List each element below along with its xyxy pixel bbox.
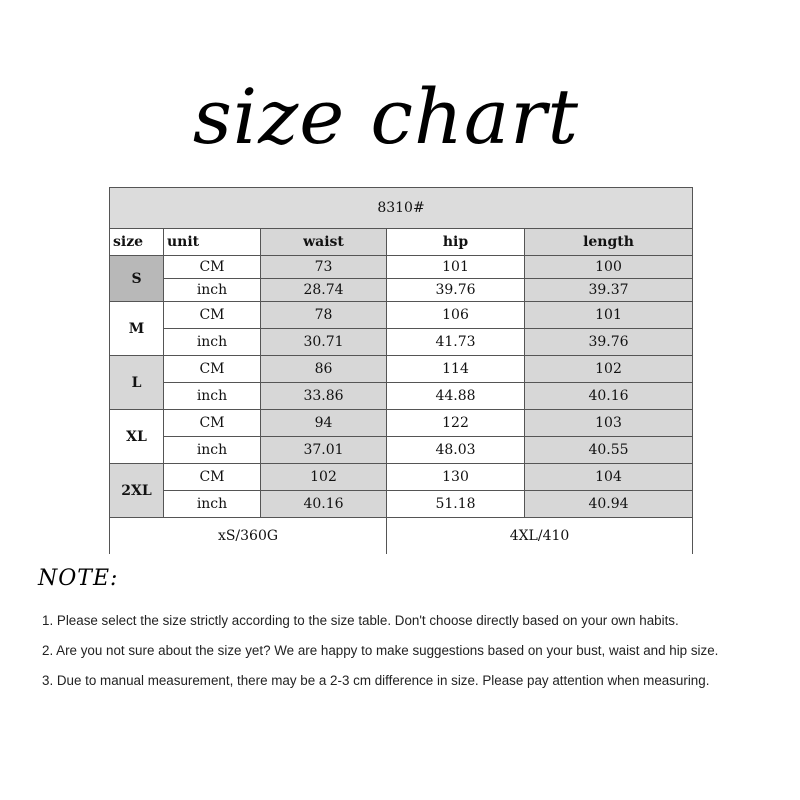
length-cell: 40.94 xyxy=(525,491,693,518)
table-row xyxy=(110,279,693,302)
hip-cell: 122 xyxy=(387,410,525,437)
table-row xyxy=(110,302,693,329)
header-hip: hip xyxy=(387,229,525,256)
hip-cell: 44.88 xyxy=(387,383,525,410)
table-row xyxy=(110,410,693,437)
hip-cell: 114 xyxy=(387,356,525,383)
waist-cell: 30.71 xyxy=(261,329,387,356)
waist-cell: 94 xyxy=(261,410,387,437)
table-row xyxy=(110,383,693,410)
length-cell: 100 xyxy=(525,256,693,279)
header-length: length xyxy=(525,229,693,256)
header-unit: unit xyxy=(164,229,261,256)
unit-cell: inch xyxy=(164,279,261,302)
waist-cell: 86 xyxy=(261,356,387,383)
length-cell: 104 xyxy=(525,464,693,491)
note-label: NOTE: xyxy=(38,566,119,591)
table-row xyxy=(110,464,693,491)
unit-cell: CM xyxy=(164,302,261,329)
length-cell: 103 xyxy=(525,410,693,437)
size-label: 2XL xyxy=(110,464,164,518)
hip-cell: 101 xyxy=(387,256,525,279)
hip-cell: 48.03 xyxy=(387,437,525,464)
waist-cell: 28.74 xyxy=(261,279,387,302)
unit-cell: CM xyxy=(164,356,261,383)
table-row xyxy=(110,329,693,356)
hip-cell: 51.18 xyxy=(387,491,525,518)
note-line-1: 1. Please select the size strictly according to the size table. Don't choose directly based on your own habits. xyxy=(42,613,679,628)
unit-cell: CM xyxy=(164,464,261,491)
waist-cell: 78 xyxy=(261,302,387,329)
length-cell: 102 xyxy=(525,356,693,383)
unit-cell: CM xyxy=(164,256,261,279)
size-table xyxy=(109,187,692,554)
table-row xyxy=(110,491,693,518)
length-cell: 39.37 xyxy=(525,279,693,302)
length-cell: 40.55 xyxy=(525,437,693,464)
table-row xyxy=(110,356,693,383)
waist-cell: 40.16 xyxy=(261,491,387,518)
header-waist: waist xyxy=(261,229,387,256)
table-row xyxy=(110,437,693,464)
size-label: M xyxy=(110,302,164,356)
note-line-3: 3. Due to manual measurement, there may be a 2-3 cm difference in size. Please pay attention when measuring. xyxy=(42,673,710,688)
unit-cell: inch xyxy=(164,383,261,410)
size-label: S xyxy=(110,256,164,302)
length-cell: 40.16 xyxy=(525,383,693,410)
hip-cell: 41.73 xyxy=(387,329,525,356)
size-label: XL xyxy=(110,410,164,464)
footer-right: 4XL/410 xyxy=(387,518,693,555)
table-row xyxy=(110,256,693,279)
unit-cell: inch xyxy=(164,437,261,464)
hip-cell: 39.76 xyxy=(387,279,525,302)
footer-left: xS/360G xyxy=(110,518,387,555)
product-code: 8310# xyxy=(110,188,693,229)
unit-cell: inch xyxy=(164,329,261,356)
waist-cell: 73 xyxy=(261,256,387,279)
hip-cell: 130 xyxy=(387,464,525,491)
waist-cell: 37.01 xyxy=(261,437,387,464)
size-label: L xyxy=(110,356,164,410)
page-title: size chart xyxy=(192,72,580,161)
length-cell: 101 xyxy=(525,302,693,329)
length-cell: 39.76 xyxy=(525,329,693,356)
hip-cell: 106 xyxy=(387,302,525,329)
waist-cell: 33.86 xyxy=(261,383,387,410)
unit-cell: inch xyxy=(164,491,261,518)
unit-cell: CM xyxy=(164,410,261,437)
header-size: size xyxy=(110,229,164,256)
waist-cell: 102 xyxy=(261,464,387,491)
note-line-2: 2. Are you not sure about the size yet? We are happy to make suggestions based on your bust, waist and hip size. xyxy=(42,643,719,658)
